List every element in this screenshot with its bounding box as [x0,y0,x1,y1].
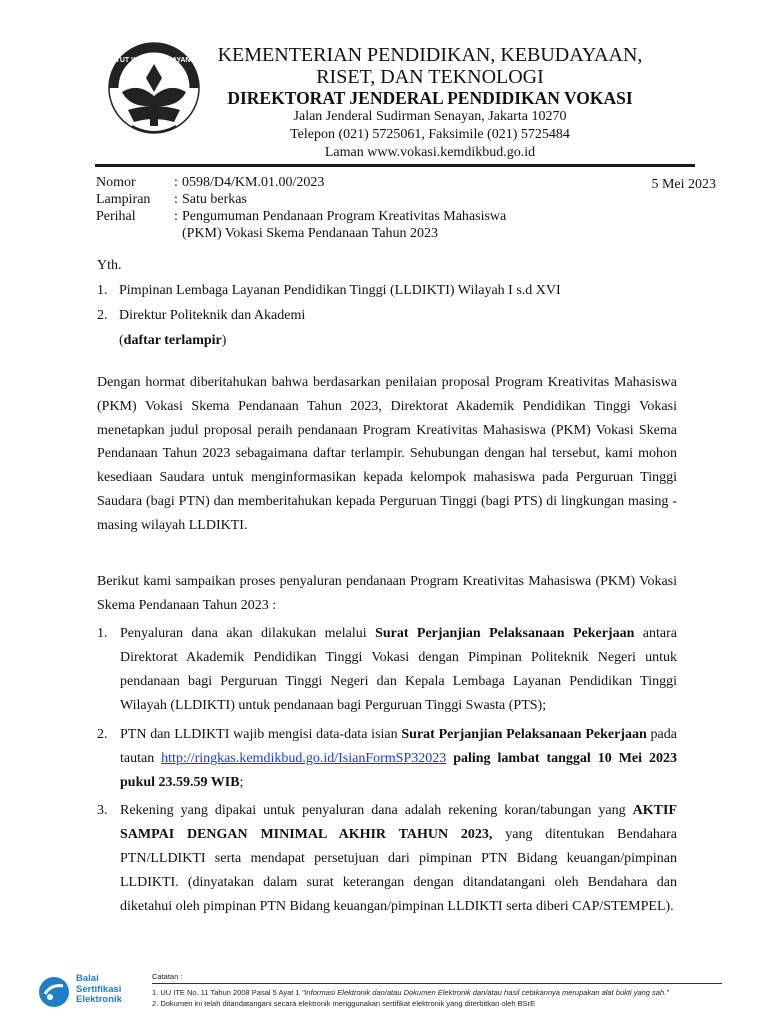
phone-fax: Telepon (021) 5725061, Faksimile (021) 5725484 [290,127,570,142]
list-item-number: 1. [97,626,108,641]
meta-nomor [96,174,324,191]
list-item-text [120,622,677,718]
nomor-value: 0598/D4/KM.01.00/2023 [182,175,325,190]
note-1-quote: "Informasi Elektronik dan/atau Dokumen Elektronik dan/atau hasil cetakannya merupakan alat bukti yang sah." [301,988,669,997]
website: Laman www.vokasi.kemdikbud.go.id [324,145,536,160]
text-run: Penyaluran dana akan dilakukan melalui [120,626,376,641]
bsre-logo-line: Balai [76,973,99,984]
isian-form-link[interactable]: http://ringkas.kemdikbud.go.id/IsianFormSP32023 [161,751,447,766]
bsre-logo-line: Sertifikasi [76,983,122,995]
text-run: PTN dan LLDIKTI wajib mengisi data-data isian [120,727,402,742]
address: Jalan Jenderal Sudirman Senayan, Jakarta 10270 [293,109,567,124]
notes-divider [152,983,722,984]
list-item-number: 3. [97,803,108,818]
list-item-text [120,799,677,919]
paragraph-2: Berikut kami sampaikan proses penyaluran pendanaan Program Kreativitas Mahasiswa (PKM) Vokasi Skema Pendanaan Tahun 2023 : [97,574,677,613]
note-1 [152,987,722,998]
text-run: Rekening yang dipakai untuk penyaluran dana adalah rekening koran/tabungan yang [120,803,633,818]
bsre-logo [36,972,146,1012]
attachment-note [119,332,226,350]
lampiran-label: Lampiran [96,192,151,207]
letter-date: 5 Mei 2023 [651,177,716,192]
recipient-1-number: 1. [97,283,108,298]
perihal-value-line2: (PKM) Vokasi Skema Pendanaan Tahun 2023 [182,226,439,241]
bold-run: Surat Perjanjian Pelaksanaan Pekerjaan [375,626,635,641]
list-item [97,622,677,718]
directorate-name: DIREKTORAT JENDERAL PENDIDIKAN VOKASI [227,88,633,108]
bsre-logo-line: Elektronik [76,994,122,1005]
list-item-number: 2. [97,727,108,742]
note-1-ref: 1. UU ITE No. 11 Tahun 2008 Pasal 5 Ayat 1 [152,988,302,997]
tut-wuri-handayani-logo [62,42,214,154]
perihal-value-line1: Pengumuman Pendanaan Program Kreativitas Mahasiswa [182,209,507,224]
colon: : [174,192,178,207]
recipient-2 [97,307,305,325]
letterhead-divider [95,164,695,167]
paren-close: ) [221,333,227,348]
salutation: Yth. [97,258,122,273]
text-run: ; [239,775,244,790]
list-item [97,723,677,795]
svg-text:TUT WURI HANDAYANI: TUT WURI HANDAYANI [115,57,193,64]
recipient-2-number: 2. [97,308,108,323]
list-item-text [120,723,677,795]
nomor-label: Nomor [96,175,136,190]
bold-run: Surat Perjanjian Pelaksanaan Pekerjaan [401,727,647,742]
notes-title: Catatan : [152,972,183,981]
colon: : [174,209,178,224]
list-item [97,799,677,919]
lampiran-value: Satu berkas [182,192,247,207]
text-run: antara Direktorat Akademik Pendidikan Tinggi Vokasi dengan Pimpinan Politeknik Negeri untuk pendanaan bagi Perguruan Tinggi Negeri dan Kepala Lembaga Layanan Pendidikan Tinggi Wilayah (LLDIKTI) untuk pendanaan bagi Perguruan Tinggi Swasta (PTS); [120,626,677,713]
footer-notes [152,971,722,1009]
recipient-1-text: Pimpinan Lembaga Layanan Pendidikan Tinggi (LLDIKTI) Wilayah I s.d XVI [119,283,561,298]
paragraph-1: Dengan hormat diberitahukan bahwa berdasarkan penilaian proposal Program Kreativitas Mahasiswa (PKM) Vokasi Skema Pendanaan Tahun 2023, Direktorat Akademik Pendidikan Tinggi Vokasi menetapkan judul proposal peraih pendanaan Program Kreativitas Mahasiswa (PKM) Vokasi Skema Pendanaan Tahun 2023 sebagaimana daftar terlampir. Sehubungan dengan hal tersebut, kami mohon kesediaan Saudara untuk menginformasikan kepada kelompok mahasiswa pada Perguruan Tinggi Saudara (bagi PTN) dan memberitahukan kepada Perguruan Tinggi (bagi PTS) di lingkungan masing - masing wilayah LLDIKTI. [97,375,677,533]
attachment-note-text: daftar terlampir [123,333,222,348]
meta-perihal [96,208,506,225]
bold-run: AKTIF SAMPAI DENGAN MINIMAL AKHIR TAHUN 2023, [120,803,677,842]
text-run: yang ditentukan Bendahara PTN/LLDIKTI serta mendapat persetujuan dari pimpinan PTN Bidang keuangan/pimpinan LLDIKTI. (dinyatakan dalam surat keterangan dengan ditandatangani oleh Bendahara dan diketahui oleh pimpinan PTN Bidang keuangan/pimpinan LLDIKTI serta diberi CAP/STEMPEL). [120,827,677,914]
bsre-logo-text [76,974,122,1006]
perihal-label: Perihal [96,209,136,224]
paren-open: ( [119,333,124,348]
meta-lampiran [96,191,247,208]
deadline-bold: paling lambat tanggal 10 Mei 2023 pukul 23.59.59 WIB [120,751,677,790]
ministry-name-line1: KEMENTERIAN PENDIDIKAN, KEBUDAYAAN, [217,44,643,66]
text-run: pada tautan [120,727,677,766]
recipient-2-text: Direktur Politeknik dan Akademi [119,308,306,323]
note-2: 2. Dokumen ini telah ditandatangani secara elektronik menggunakan sertifikat elektronik yang diterbitkan oleh BSrE [152,999,536,1008]
ministry-name-line2: RISET, DAN TEKNOLOGI [316,66,544,88]
recipient-1 [97,282,561,300]
colon: : [174,175,178,190]
bsre-emblem-icon [36,974,72,1010]
